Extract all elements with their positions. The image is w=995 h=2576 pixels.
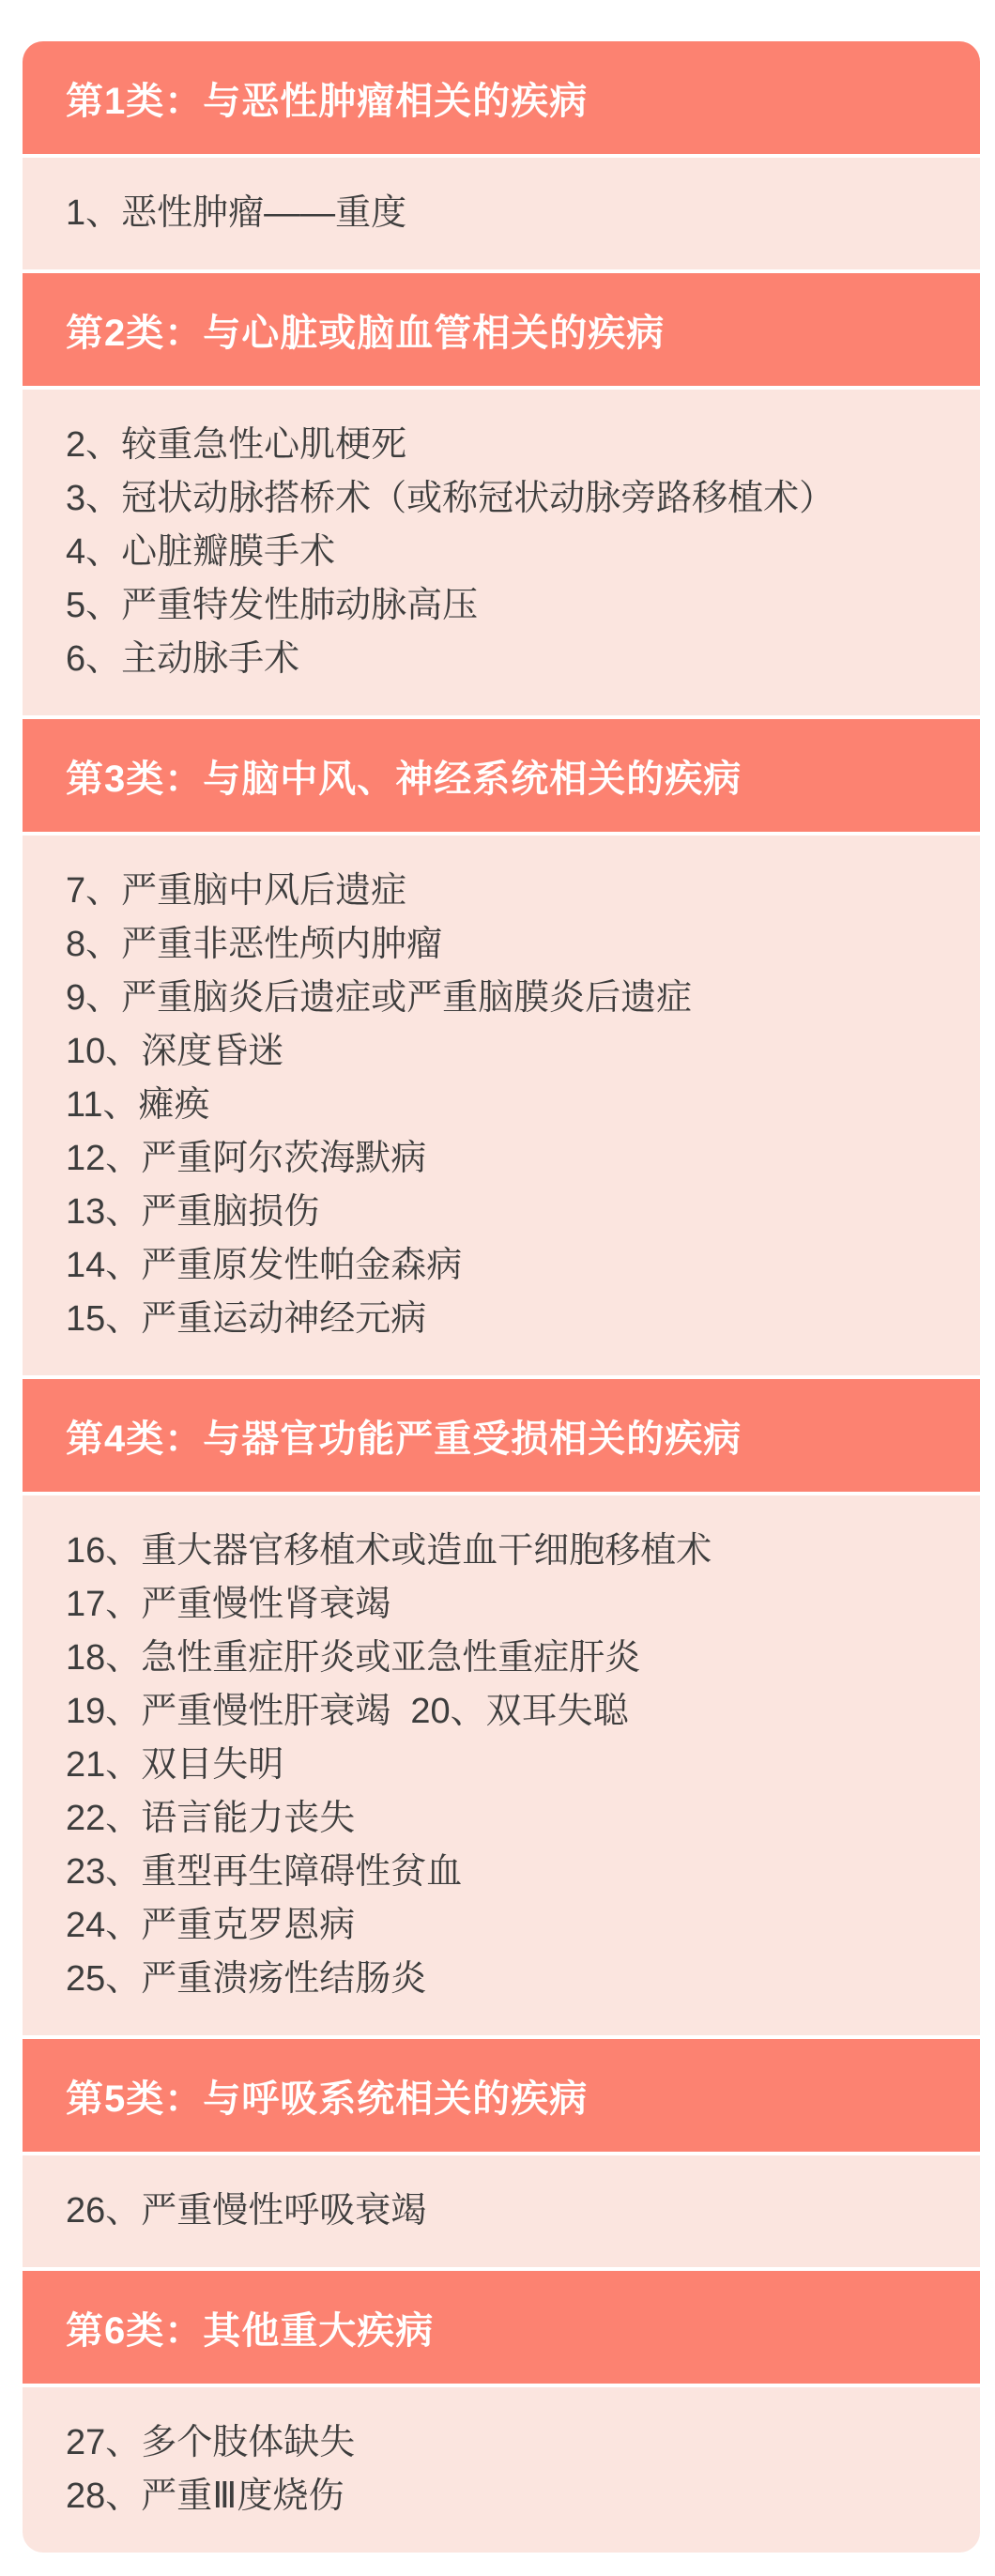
list-item: 21、双目失明 <box>66 1745 284 1785</box>
category-header-label: 第6类：其他重大疾病 <box>66 2309 435 2352</box>
list-item: 3、冠状动脉搭桥术（或称冠状动脉旁路移植术） <box>66 479 835 518</box>
category-item-list <box>23 836 980 1375</box>
list-item: 10、深度昏迷 <box>66 1032 284 1071</box>
list-item: 14、严重原发性帕金森病 <box>66 1246 463 1285</box>
list-item: 2、较重急性心肌梗死 <box>66 425 407 465</box>
disease-category-section <box>23 2271 980 2553</box>
disease-category-section <box>23 2039 980 2267</box>
list-item: 13、严重脑损伤 <box>66 1192 320 1232</box>
category-header-label: 第2类：与心脏或脑血管相关的疾病 <box>66 312 666 354</box>
disease-category-card <box>23 41 980 2553</box>
category-item-list <box>23 158 980 269</box>
list-item: 15、严重运动神经元病 <box>66 1299 427 1339</box>
category-header-label: 第4类：与器官功能严重受损相关的疾病 <box>66 1418 742 1460</box>
list-item: 6、主动脉手术 <box>66 639 300 679</box>
list-item: 4、心脏瓣膜手术 <box>66 532 336 572</box>
list-item: 27、多个肢体缺失 <box>66 2423 356 2462</box>
list-item: 19、严重慢性肝衰竭 20、双耳失聪 <box>66 1692 629 1731</box>
list-item: 8、严重非恶性颅内肿瘤 <box>66 925 443 964</box>
disease-category-section <box>23 719 980 1375</box>
list-item: 9、严重脑炎后遗症或严重脑膜炎后遗症 <box>66 978 693 1018</box>
list-item: 24、严重克罗恩病 <box>66 1906 356 1945</box>
category-header-label: 第1类：与恶性肿瘤相关的疾病 <box>66 80 589 122</box>
category-header <box>23 719 980 832</box>
list-item: 16、重大器官移植术或造血干细胞移植术 <box>66 1531 712 1571</box>
list-item: 22、语言能力丧失 <box>66 1799 356 1838</box>
category-header <box>23 273 980 386</box>
disease-category-section <box>23 1379 980 2035</box>
category-item-list <box>23 390 980 715</box>
list-item: 12、严重阿尔茨海默病 <box>66 1139 427 1178</box>
category-header <box>23 1379 980 1492</box>
list-item: 7、严重脑中风后遗症 <box>66 871 407 911</box>
category-header-label: 第5类：与呼吸系统相关的疾病 <box>66 2078 589 2120</box>
category-item-list <box>23 1495 980 2035</box>
list-item: 17、严重慢性肾衰竭 <box>66 1585 391 1624</box>
list-item: 25、严重溃疡性结肠炎 <box>66 1959 427 1999</box>
category-header-label: 第3类：与脑中风、神经系统相关的疾病 <box>66 758 742 800</box>
category-header <box>23 2039 980 2152</box>
list-item: 28、严重Ⅲ度烧伤 <box>66 2476 344 2516</box>
disease-category-section <box>23 273 980 715</box>
list-item: 5、严重特发性肺动脉高压 <box>66 586 479 625</box>
category-header <box>23 2271 980 2384</box>
category-item-list <box>23 2155 980 2267</box>
list-item: 18、急性重症肝炎或亚急性重症肝炎 <box>66 1638 641 1678</box>
category-item-list <box>23 2387 980 2553</box>
list-item: 26、严重慢性呼吸衰竭 <box>66 2191 427 2231</box>
list-item: 23、重型再生障碍性贫血 <box>66 1852 463 1892</box>
category-header <box>23 41 980 154</box>
list-item: 1、恶性肿瘤——重度 <box>66 193 407 233</box>
disease-category-section <box>23 41 980 269</box>
list-item: 11、瘫痪 <box>66 1085 210 1125</box>
